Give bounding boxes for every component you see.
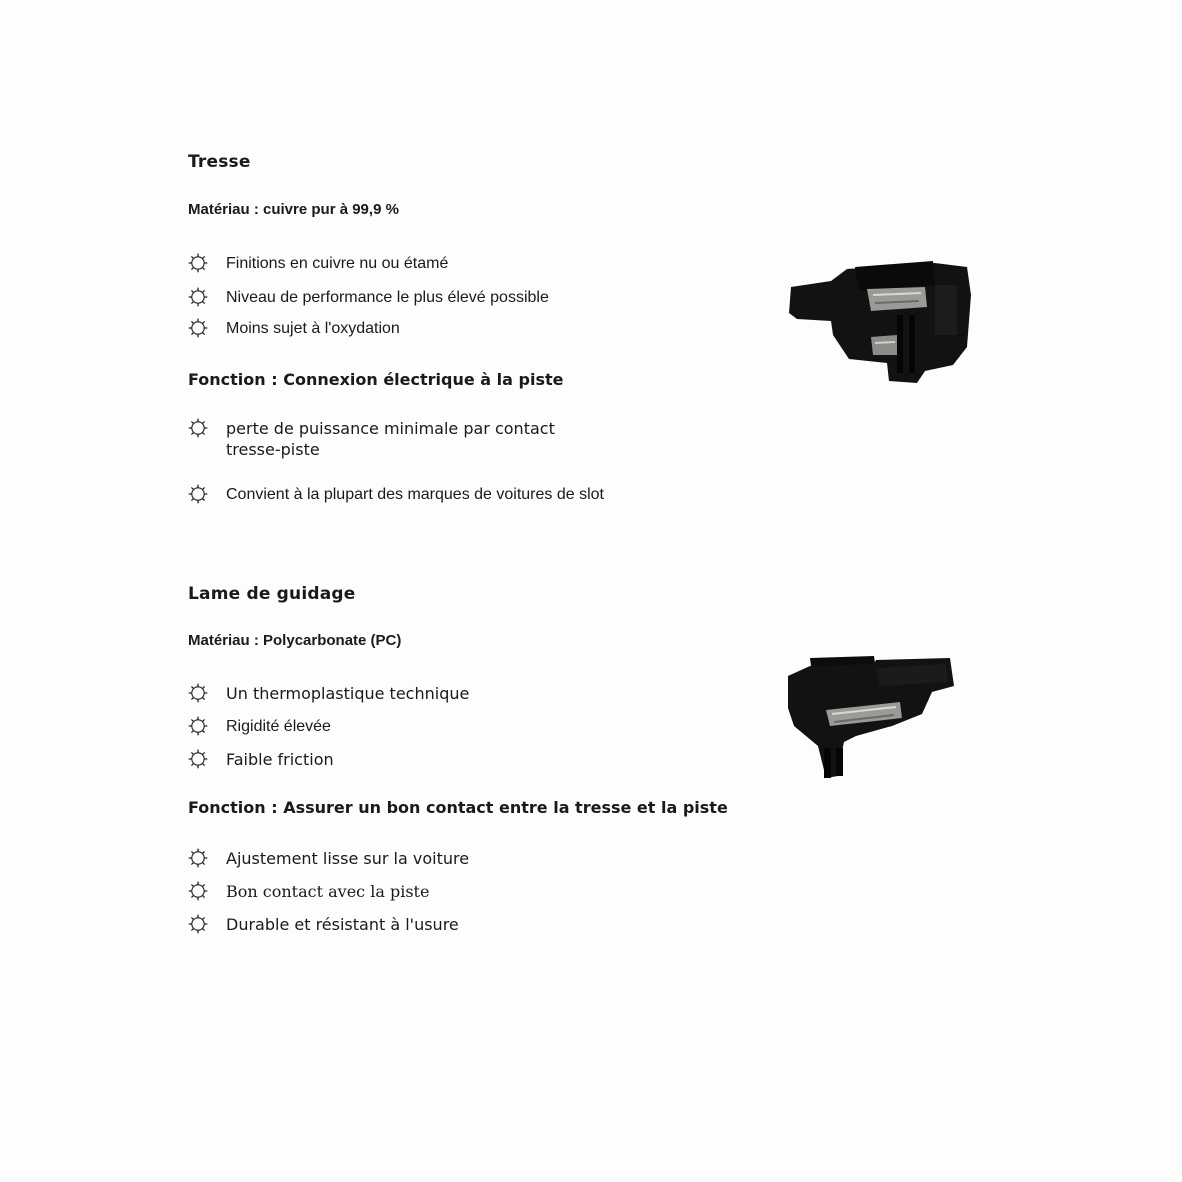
list-item: [188, 683, 469, 704]
feature-text: Niveau de performance le plus élevé possible: [226, 289, 549, 306]
section-title-lame: Lame de guidage: [188, 584, 356, 604]
fonction-lame: Fonction : Assurer un bon contact entre la tresse et la piste: [188, 798, 728, 817]
list-item: [188, 749, 334, 770]
list-item: [188, 253, 448, 274]
gear-icon: [188, 287, 208, 307]
feature-text: Rigidité élevée: [226, 718, 331, 735]
feature-text: perte de puissance minimale par contact tresse-piste: [226, 419, 555, 459]
feature-text: Moins sujet à l'oxydation: [226, 320, 400, 337]
feature-text: Convient à la plupart des marques de voitures de slot: [226, 486, 604, 503]
list-item: [188, 418, 566, 460]
list-item: [188, 318, 400, 339]
list-item: [188, 716, 331, 737]
feature-text: Un thermoplastique technique: [226, 684, 470, 703]
material-tresse: Matériau : cuivre pur à 99,9 %: [188, 201, 399, 218]
gear-icon: [188, 881, 208, 901]
gear-icon: [188, 484, 208, 504]
feature-text: Bon contact avec la piste: [226, 882, 430, 901]
feature-text: Faible friction: [226, 750, 334, 769]
gear-icon: [188, 683, 208, 703]
gear-icon: [188, 318, 208, 338]
material-lame: Matériau : Polycarbonate (PC): [188, 632, 402, 649]
fonction-tresse: Fonction : Connexion électrique à la piste: [188, 370, 564, 389]
section-title-tresse: Tresse: [188, 152, 251, 172]
gear-icon: [188, 749, 208, 769]
guide-blade-photo: [782, 652, 962, 784]
list-item: [188, 848, 469, 869]
gear-icon: [188, 418, 208, 438]
gear-icon: [188, 914, 208, 934]
list-item: [188, 287, 549, 308]
list-item: [188, 484, 604, 505]
guide-blade-with-braid-photo: [785, 255, 980, 390]
list-item: [188, 914, 459, 935]
feature-text: Durable et résistant à l'usure: [226, 915, 459, 934]
feature-text: Finitions en cuivre nu ou étamé: [226, 255, 449, 272]
gear-icon: [188, 716, 208, 736]
feature-text: Ajustement lisse sur la voiture: [226, 849, 470, 868]
gear-icon: [188, 848, 208, 868]
list-item: [188, 881, 429, 902]
gear-icon: [188, 253, 208, 273]
